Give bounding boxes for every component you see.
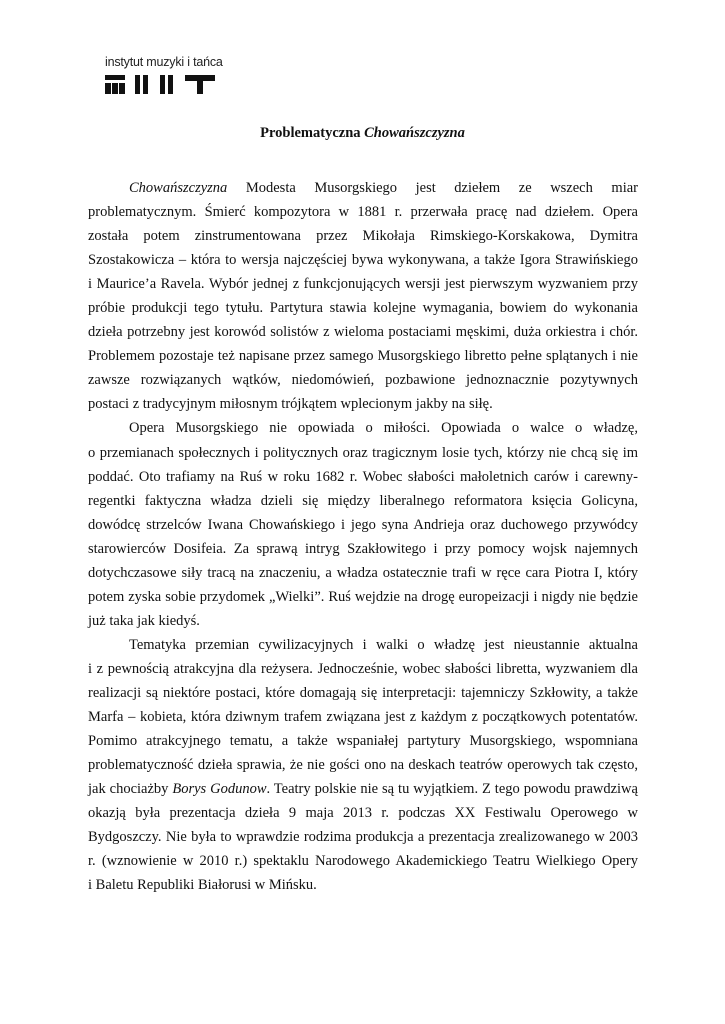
text-line: Tematyka przemian cywilizacyjnych i walki o władzę jest nieustannie aktualna <box>129 636 638 653</box>
text-line: jak chociażby Borys Godunow. Teatry polskie nie są tu wyjątkiem. Z tego powodu prawdziwą <box>88 781 638 798</box>
text-line: dowódcę strzelców Iwana Chowańskiego i jego syna Andrieja oraz duchowego przywódcy <box>88 516 638 533</box>
title-italic: Chowańszczyzna <box>364 125 465 141</box>
document-body <box>88 176 638 897</box>
text-line: Pomimo atrakcyjnego tematu, a także wspaniałej partytury Musorgskiego, wspomniana <box>88 733 638 750</box>
text-line: Marfa – kobieta, która dziwnym trafem związana jest z każdym z początkowych potentatów. <box>88 709 638 726</box>
text-line: poddać. Oto trafiamy na Ruś w roku 1682 r. Wobec słabości małoletnich carów i carewny- <box>88 468 638 485</box>
title-plain: Problematyczna <box>260 125 365 141</box>
text-line: regentki faktyczna władza dzieli się między liberalnego reformatora księcia Golicyna, <box>88 492 638 509</box>
text-line: problematyczność dzieła sprawia, że nie gości ono na deskach teatrów operowych tak często, <box>88 757 638 774</box>
text-line: próbie produkcji tego tytułu. Partytura stawia kolejne wymagania, bowiem do wykonania <box>88 300 638 317</box>
text-line: już taka jak kiedyś. <box>88 612 200 629</box>
text-line: Bydgoszczy. Nie była to wprawdzie rodzima produkcja a prezentacja zrealizowanego w 2003 <box>88 829 638 846</box>
text-line: dotychczasowe siły tracą na znaczeniu, a władza ostatecznie trafi w ręce cara Piotra I, który <box>88 564 638 581</box>
text-line: r. (wznowienie w 2010 r.) spektaklu Narodowego Akademickiego Teatru Wielkiego Opery <box>88 853 638 870</box>
text-line: dzieła potrzebny jest korowód solistów z wieloma postaciami męskimi, duża orkiestra i chór. <box>88 324 638 341</box>
text-line: potem zyska sobie przydomek „Wielki”. Ruś wejdzie na drogę europeizacji i nigdy nie będzie <box>88 588 638 605</box>
text-line: starowierców Dosifeia. Za sprawą intryg Szakłowitego i przy pomocy wojsk najemnych <box>88 540 638 557</box>
text-line: problematycznym. Śmierć kompozytora w 1881 r. przerwała pracę nad dziełem. Opera <box>88 204 638 221</box>
text-line: Chowańszczyzna Modesta Musorgskiego jest dziełem ze wszech miar <box>129 180 638 196</box>
logo-marks-icon <box>105 75 217 95</box>
italic-title: Borys Godunow <box>172 781 267 798</box>
page-title <box>0 125 725 142</box>
text-line: realizacji są niektóre postaci, które domagają się interpretacji: tajemniczy Szkłowity, a także <box>88 684 638 701</box>
text-line: i Maurice’a Ravela. Wybór jednej z funkcjonujących wersji jest pierwszym wyzwaniem przy <box>88 276 638 293</box>
paragraph-2 <box>88 416 638 632</box>
text-line: Opera Musorgskiego nie opowiada o miłości. Opowiada o walce o władzę, <box>129 420 638 437</box>
text-line: zawsze rozwiązanych wątków, niedomówień, pozbawione jednoznacznie pozytywnych <box>88 372 638 389</box>
text-line: została potem zinstrumentowana przez Mikołaja Rimskiego-Korskakowa, Dymitra <box>88 228 638 245</box>
institute-logo <box>105 55 230 97</box>
text-line: Szostakowicza – która to wersja najczęściej bywa wykonywana, a także Igora Strawińskiego <box>88 252 638 269</box>
text-line: o przemianach społecznych i politycznych oraz tragicznym losie tych, którzy nie chcą się im <box>88 444 638 461</box>
text-line: i z pewnością atrakcyjna dla reżysera. Jednocześnie, wobec słabości libretta, wyzwaniem dla <box>88 660 638 677</box>
italic-title: Chowańszczyzna <box>129 180 228 196</box>
text-line: Problemem pozostaje też napisane przez samego Musorgskiego libretto pełne splątanych i nie <box>88 348 638 365</box>
paragraph-3 <box>88 633 638 898</box>
text-line: okazją była prezentacja dzieła 9 maja 2013 r. podczas XX Festiwalu Operowego w <box>88 805 638 822</box>
paragraph-1 <box>88 176 638 416</box>
text-line: i Baletu Republiki Białorusi w Mińsku. <box>88 877 317 894</box>
logo-text: instytut muzyki i tańca <box>105 55 223 69</box>
text-line: postaci z tradycyjnym miłosnym trójkątem wplecionym jakby na siłę. <box>88 396 493 413</box>
